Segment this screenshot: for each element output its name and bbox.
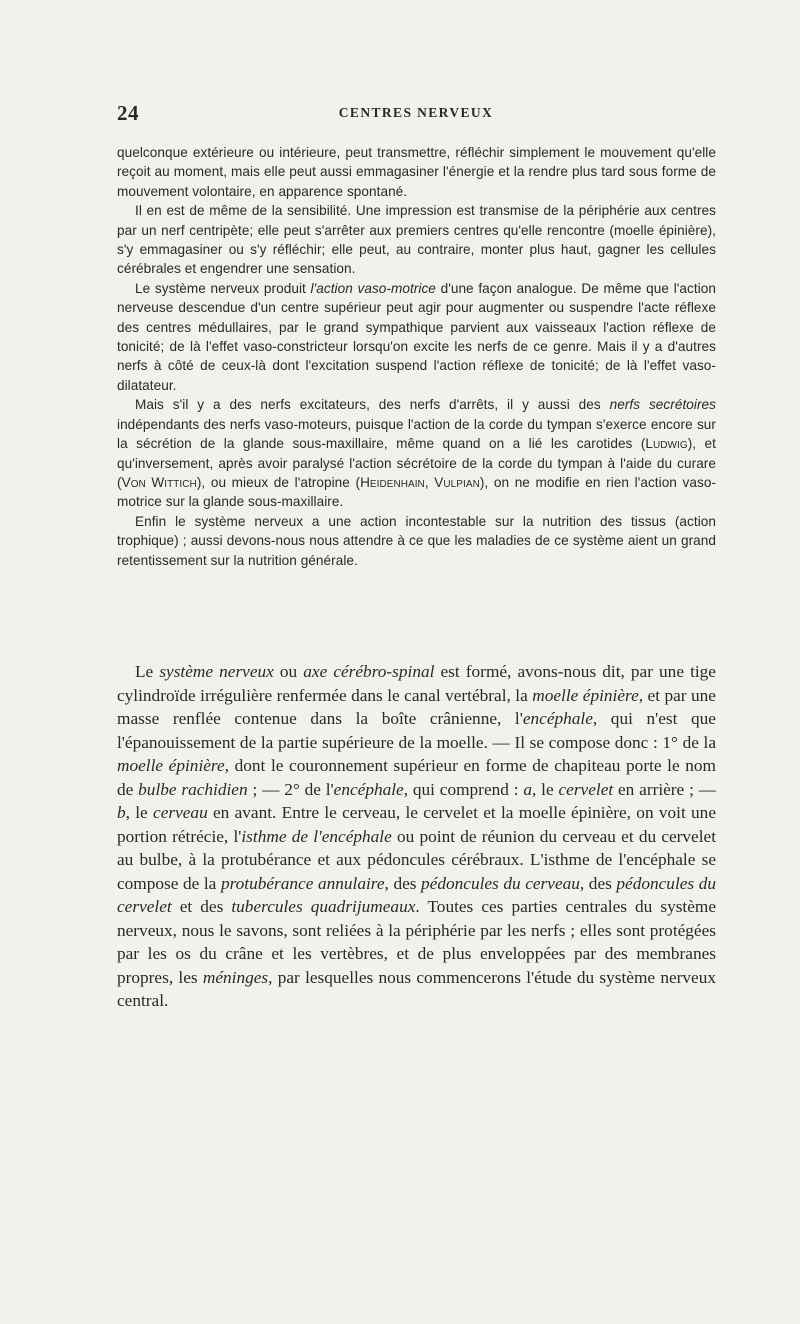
text-run: , par lesquelles nous commencerons l'étude du système nerveux central.: [117, 967, 716, 1010]
text-run: . Toutes ces parties centrales du système nerveux, nous le savons, sont reliées à la périphérie par les nerfs ; elles sont protégées par les os du crâne et les vertèbres, et de plus enveloppées par des membranes propres, les: [117, 897, 717, 987]
italic-term: bulbe rachidien: [138, 779, 248, 799]
paragraph: [117, 512, 716, 570]
author-name: Ludwig: [645, 436, 688, 452]
text-run: est formé, avons-nous dit, par une tige cylindroïde irrégulière renfermée dans le canal vertébral, la: [117, 662, 716, 705]
text-run: d'une façon analogue. De même que l'action nerveuse descendue d'un centre supérieur peut agir pour augmenter ou suspendre l'acte réflexe des centres médullaires, par le grand sympathique parvient aux vaisseaux l'action réflexe de tonicité; de là l'effet vaso-constricteur lorsqu'on excite les nerfs de ce genre. Mais il y a d'autres nerfs à côté de ceux-là dont l'excitation suspend l'action réflexe de tonicité; de là l'effet vaso-dilatateur.: [117, 280, 716, 393]
paragraph: [117, 279, 716, 395]
text-run: , qui n'est que l'épanouissement de la partie supérieure de la moelle. — Il se compose donc : 1° de la: [117, 709, 716, 752]
italic-term: a: [523, 779, 533, 799]
page-header: [117, 101, 715, 127]
italic-term: cervelet: [558, 779, 614, 799]
text-run: ), ou mieux de l'atropine (: [196, 474, 361, 490]
main-text-section: [117, 660, 716, 1013]
paragraph-text: quelconque extérieure ou intérieure, peut transmettre, réfléchir simplement le mouvement qu'elle reçoit au moment, mais elle peut aussi emmagasiner l'énergie et la rendre plus tard sous forme de mouvement volontaire, en apparence spontané.: [117, 145, 716, 199]
author-name: Von Wittich: [121, 474, 197, 490]
paragraph-text: Enfin le système nerveux a une action incontestable sur la nutrition des tissus (action trophique) ; aussi devons-nous nous attendre à ce que les maladies de ce système aient un grand retentissement sur la nutrition générale.: [117, 513, 716, 568]
italic-term: cerveau: [153, 803, 208, 822]
italic-term: encéphale: [333, 779, 404, 799]
text-run: Le système nerveux produit: [135, 280, 311, 296]
text-run: ), on ne modifie en rien l'action vaso-motrice sur la glande sous-maxillaire.: [117, 474, 717, 510]
text-run: , le: [125, 803, 154, 822]
italic-term: pédoncules du cerveau: [421, 873, 580, 893]
text-run: en arrière ; —: [613, 779, 716, 799]
italic-term: b: [117, 803, 126, 822]
text-run: ), et qu'inversement, après avoir paralysé l'action sécrétoire de la corde du tympan à l'aide du curare (: [117, 436, 716, 490]
text-run: ; — 2° de l': [247, 779, 334, 799]
text-run: , dont le couronnement supérieur en forme de chapiteau porte le nom de: [117, 756, 716, 799]
italic-term: pédoncules du cervelet: [117, 873, 716, 916]
italic-term: protubérance annulaire: [220, 873, 385, 893]
text-run: , le: [532, 779, 559, 799]
text-run: ou point de réunion du cerveau et du cervelet au bulbe, à la protubérance et aux pédoncules cérébraux. L'isthme de l'encéphale se compose de la: [117, 826, 717, 893]
text-run: , des: [579, 873, 617, 893]
text-run: , et par une masse renflée contenue dans la boîte crânienne, l': [117, 685, 716, 728]
italic-term: nerfs secrétoires: [609, 397, 716, 413]
text-run: , qui comprend :: [403, 779, 524, 799]
text-run: indépendants des nerfs vaso-moteurs, puisque l'action de la corde du tympan s'exerce encore sur la sécrétion de la glande sous-maxillaire, même quand on a lié les carotides (: [117, 416, 716, 452]
italic-term: moelle épinière: [532, 685, 639, 705]
paragraph-text: Il en est de même de la sensibilité. Une impression est transmise de la périphérie aux centres par un nerf centripète; elle peut s'arrêter aux premiers centres qu'elle rencontre (moelle épinière), s'y emmagasiner ou s'y réfléchir; elle peut, au contraire, monter plus haut, gagner les cellules cérébrales et engendrer une sensation.: [117, 203, 716, 277]
italic-term: encéphale: [522, 709, 593, 728]
text-run: et des: [171, 897, 232, 916]
small-print-section: [117, 143, 716, 570]
paragraph: [117, 143, 716, 201]
text-run: ,: [424, 474, 435, 490]
text-run: Mais s'il y a des nerfs excitateurs, des nerfs d'arrêts, il y aussi des: [135, 397, 610, 413]
italic-term: isthme de l'encéphale: [241, 826, 392, 846]
paragraph: [117, 660, 716, 1013]
italic-term: l'action vaso-motrice: [310, 280, 436, 296]
running-title: CENTRES NERVEUX: [338, 105, 494, 120]
italic-term: méninges: [202, 967, 269, 987]
italic-term: tubercules quadrijumeaux: [231, 897, 416, 916]
italic-term: axe cérébro-spinal: [303, 662, 435, 681]
text-run: ou: [273, 662, 304, 681]
italic-term: système nerveux: [159, 662, 274, 681]
paragraph: [117, 201, 716, 279]
paragraph: [117, 395, 716, 511]
author-name: Vulpian: [434, 474, 480, 490]
text-run: Le: [135, 662, 160, 681]
author-name: Heidenhain: [360, 474, 425, 490]
text-run: , des: [384, 873, 422, 893]
text-run: en avant. Entre le cerveau, le cervelet et la moelle épinière, on voit une portion rétrécie, l': [117, 803, 716, 846]
page-number: 24: [117, 101, 139, 125]
italic-term: moelle épinière: [117, 756, 225, 775]
